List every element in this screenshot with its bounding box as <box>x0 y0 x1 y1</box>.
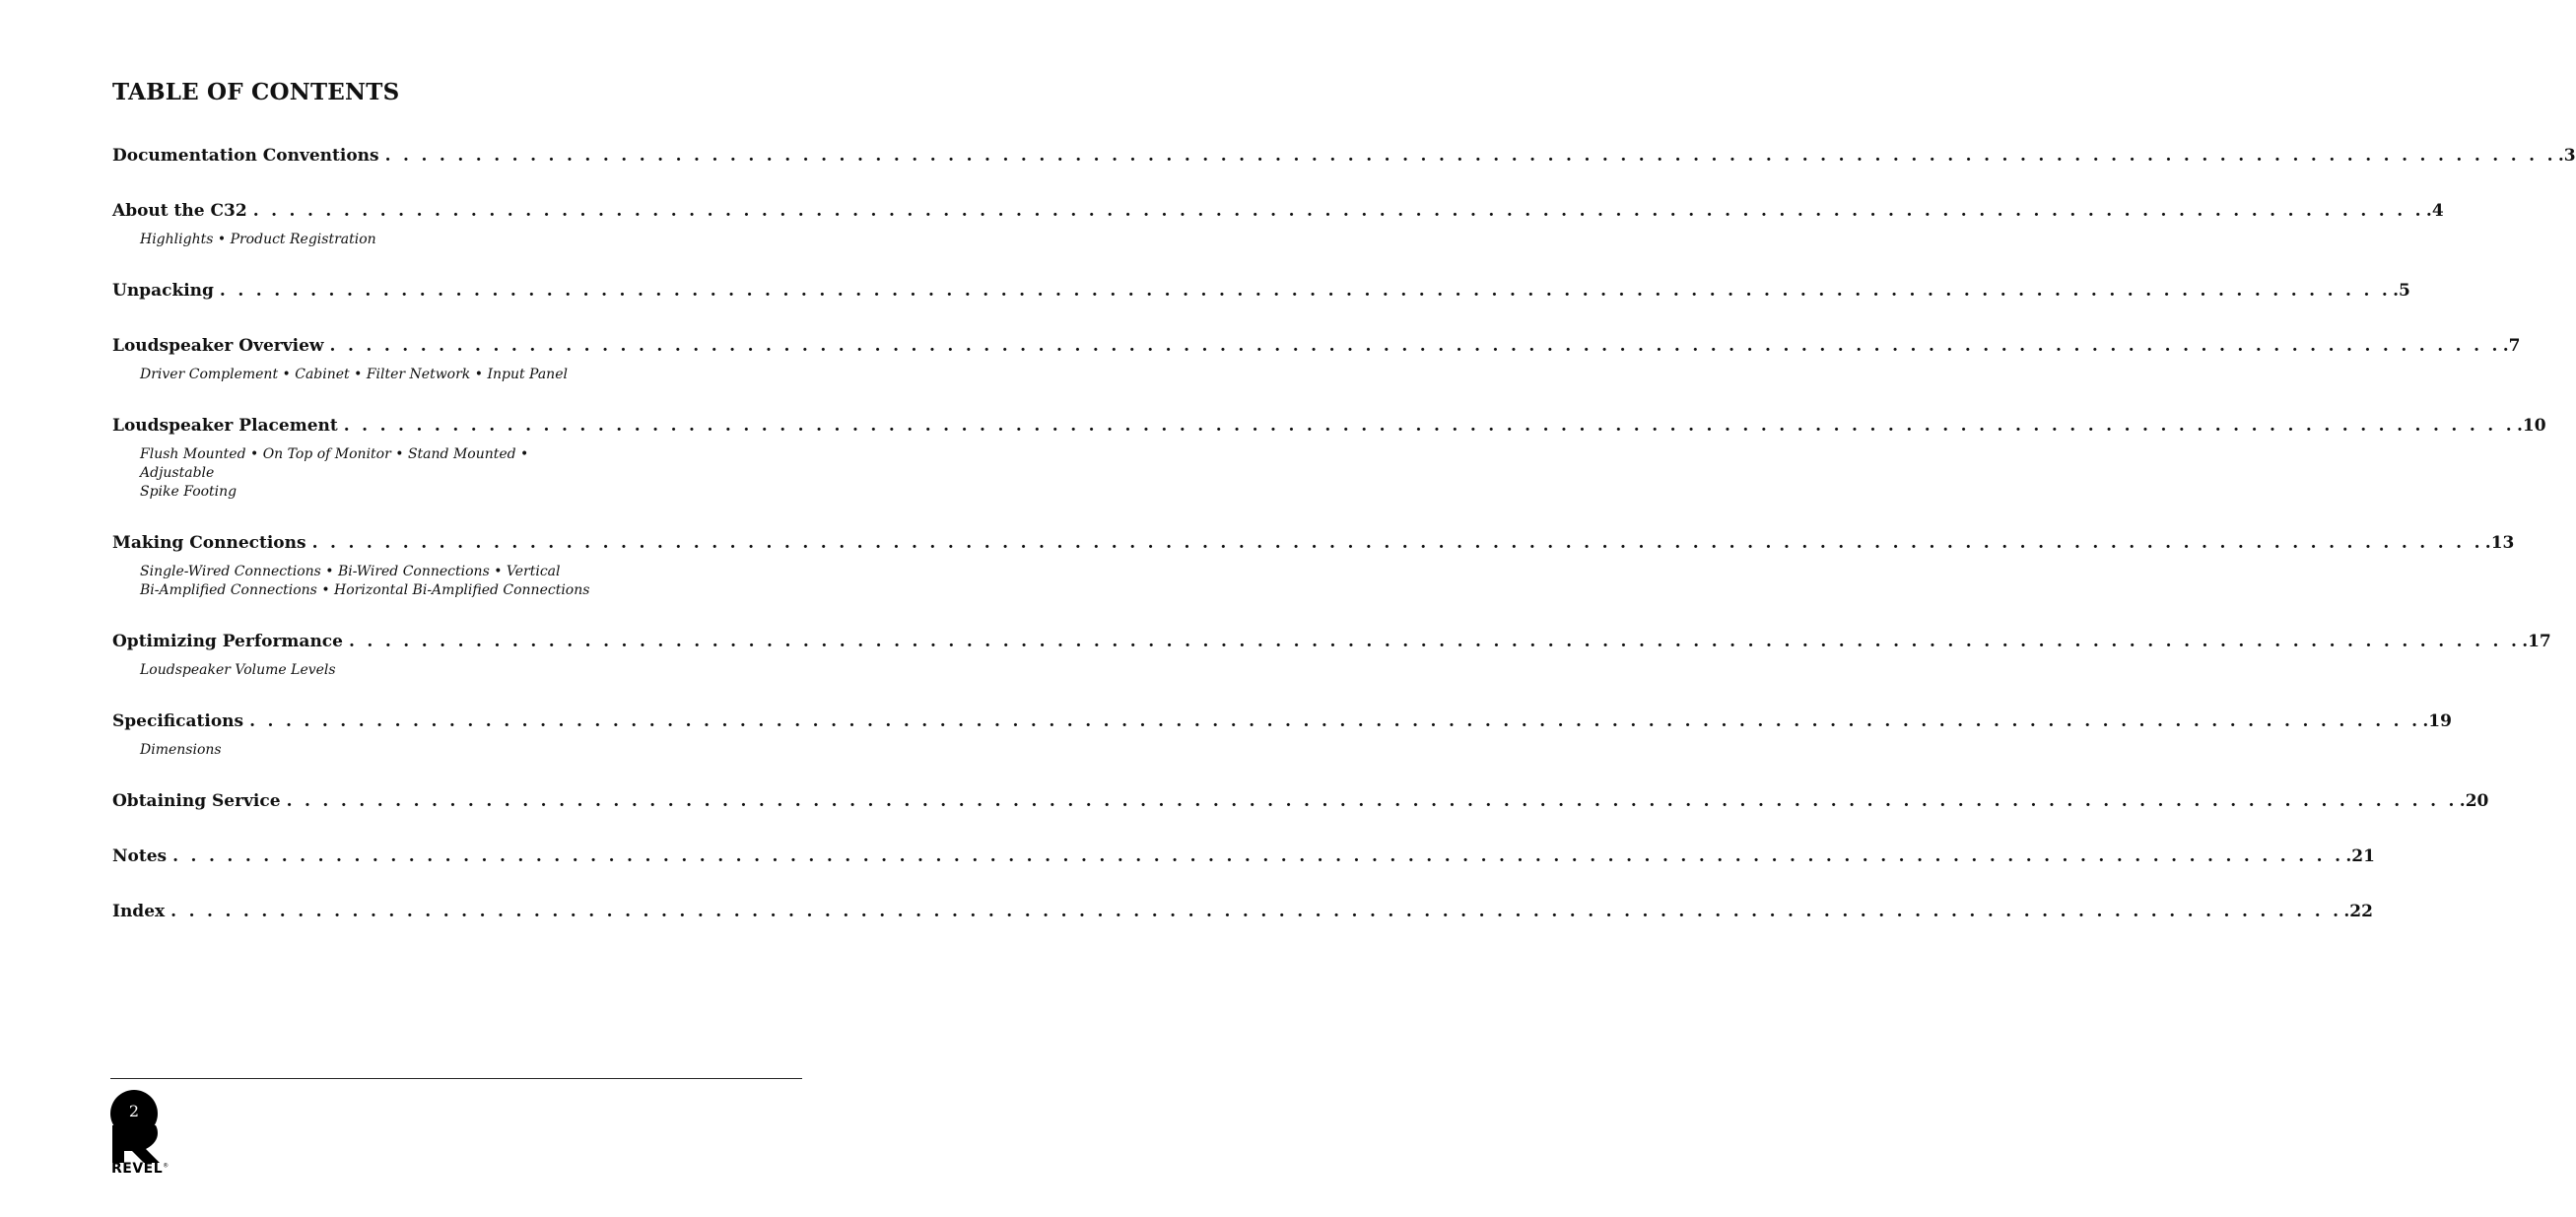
toc-entry-obtaining-service <box>112 787 2489 815</box>
toc-entry-title: Obtaining Service <box>112 791 281 811</box>
toc-page-number: .4 <box>2425 201 2444 221</box>
page-title: TABLE OF CONTENTS <box>112 79 400 105</box>
toc-entry-about-the-c32 <box>112 197 2444 249</box>
toc-entry-title: About the C32 <box>112 201 247 221</box>
toc-entry-title: Optimizing Performance <box>112 632 343 651</box>
toc-line[interactable] <box>112 787 2489 815</box>
toc-entry-specifications <box>112 708 2452 760</box>
toc-line[interactable] <box>112 529 2515 557</box>
toc-entry-making-connections <box>112 529 2515 600</box>
toc-entry-title: Documentation Conventions <box>112 146 379 166</box>
toc-page-number: .20 <box>2459 791 2489 811</box>
toc-entry-unpacking <box>112 277 2410 304</box>
toc-page-number: .22 <box>2343 902 2373 921</box>
registered-mark: ® <box>163 1162 169 1170</box>
toc-entry-title: Index <box>112 902 166 921</box>
dot-leader: . . . . . . . . . . . . . . . . . . . . . . . . . . . . . . . . . . . . . . . . . . . . . . . . . . . . . . . . . . . . . . . . . . . . . . . . . . . . . . . . . . . . . . . . . . . . . . . . . . . . . . . . . . . . . . . . . . . . . . . . <box>219 281 2392 301</box>
dot-leader: . . . . . . . . . . . . . . . . . . . . . . . . . . . . . . . . . . . . . . . . . . . . . . . . . . . . . . . . . . . . . . . . . . . . . . . . . . . . . . . . . . . . . . . . . . . . . . . . . . . . . . . . . . . . . . . . . . . . . . . . <box>384 146 2556 166</box>
toc-line[interactable] <box>112 628 2551 655</box>
table-of-contents <box>112 142 2576 953</box>
toc-line[interactable] <box>112 277 2410 304</box>
toc-entry-documentation-conventions <box>112 142 2576 169</box>
toc-line[interactable] <box>112 843 2375 870</box>
toc-entry-title: Unpacking <box>112 281 214 301</box>
page-number: 2 <box>110 1090 158 1137</box>
toc-page-number: .19 <box>2422 711 2452 731</box>
toc-entry-title: Specifications <box>112 711 244 731</box>
toc-entry-title: Notes <box>112 846 168 866</box>
dot-leader: . . . . . . . . . . . . . . . . . . . . . . . . . . . . . . . . . . . . . . . . . . . . . . . . . . . . . . . . . . . . . . . . . . . . . . . . . . . . . . . . . . . . . . . . . . . . . . . . . . . . . . . . . . . . . . . . . . . . . . . . <box>170 902 2342 921</box>
toc-subtopics: Single-Wired Connections • Bi-Wired Connections • Vertical Bi-Amplified Connections • Horizontal Bi-Amplified Connections <box>140 564 590 598</box>
toc-line[interactable] <box>112 412 2546 439</box>
toc-page-number: .17 <box>2522 632 2551 651</box>
toc-entry-loudspeaker-placement <box>112 412 2546 502</box>
dot-leader: . . . . . . . . . . . . . . . . . . . . . . . . . . . . . . . . . . . . . . . . . . . . . . . . . . . . . . . . . . . . . . . . . . . . . . . . . . . . . . . . . . . . . . . . . . . . . . . . . . . . . . . . . . . . . . . . . . . . . . . . <box>343 416 2515 436</box>
toc-entry-notes <box>112 843 2375 870</box>
toc-entry-index <box>112 898 2373 925</box>
toc-subtopics: Highlights • Product Registration <box>140 232 376 247</box>
toc-entry-title: Loudspeaker Placement <box>112 416 338 436</box>
toc-entry-title: Making Connections <box>112 533 306 553</box>
dot-leader: . . . . . . . . . . . . . . . . . . . . . . . . . . . . . . . . . . . . . . . . . . . . . . . . . . . . . . . . . . . . . . . . . . . . . . . . . . . . . . . . . . . . . . . . . . . . . . . . . . . . . . . . . . . . . . . . . . . . . . . . <box>348 632 2521 651</box>
toc-entry-optimizing-performance <box>112 628 2551 680</box>
revel-logo-wordmark <box>111 1161 169 1177</box>
toc-subtopics: Dimensions <box>140 742 222 758</box>
dot-leader: . . . . . . . . . . . . . . . . . . . . . . . . . . . . . . . . . . . . . . . . . . . . . . . . . . . . . . . . . . . . . . . . . . . . . . . . . . . . . . . . . . . . . . . . . . . . . . . . . . . . . . . . . . . . . . . . . . . . . . . . <box>249 711 2421 731</box>
dot-leader: . . . . . . . . . . . . . . . . . . . . . . . . . . . . . . . . . . . . . . . . . . . . . . . . . . . . . . . . . . . . . . . . . . . . . . . . . . . . . . . . . . . . . . . . . . . . . . . . . . . . . . . . . . . . . . . . . . . . . . . . <box>311 533 2483 553</box>
toc-page-number: .5 <box>2393 281 2410 301</box>
toc-line[interactable] <box>112 708 2452 735</box>
dot-leader: . . . . . . . . . . . . . . . . . . . . . . . . . . . . . . . . . . . . . . . . . . . . . . . . . . . . . . . . . . . . . . . . . . . . . . . . . . . . . . . . . . . . . . . . . . . . . . . . . . . . . . . . . . . . . . . . . . . . . . . . <box>252 201 2424 221</box>
revel-logo-icon <box>110 1125 162 1163</box>
toc-subtopics: Driver Complement • Cabinet • Filter Network • Input Panel <box>140 367 568 382</box>
toc-line[interactable] <box>112 898 2373 925</box>
footer-divider <box>110 1078 802 1079</box>
toc-line[interactable] <box>112 332 2521 360</box>
toc-entry-loudspeaker-overview <box>112 332 2521 384</box>
dot-leader: . . . . . . . . . . . . . . . . . . . . . . . . . . . . . . . . . . . . . . . . . . . . . . . . . . . . . . . . . . . . . . . . . . . . . . . . . . . . . . . . . . . . . . . . . . . . . . . . . . . . . . . . . . . . . . . . . . . . . . . . <box>172 846 2344 866</box>
toc-entry-title: Loudspeaker Overview <box>112 336 324 356</box>
toc-line[interactable] <box>112 197 2444 225</box>
toc-page-number: .7 <box>2502 336 2521 356</box>
brand-name: REVEL <box>111 1161 164 1177</box>
toc-line[interactable] <box>112 142 2576 169</box>
toc-subtopics: Loudspeaker Volume Levels <box>140 662 336 678</box>
toc-page-number: .10 <box>2516 416 2546 436</box>
toc-page-number: .3 <box>2557 146 2576 166</box>
toc-page-number: .21 <box>2345 846 2375 866</box>
toc-subtopics: Flush Mounted • On Top of Monitor • Stand Mounted • Adjustable Spike Footing <box>140 446 529 500</box>
dot-leader: . . . . . . . . . . . . . . . . . . . . . . . . . . . . . . . . . . . . . . . . . . . . . . . . . . . . . . . . . . . . . . . . . . . . . . . . . . . . . . . . . . . . . . . . . . . . . . . . . . . . . . . . . . . . . . . . . . . . . . . . <box>329 336 2501 356</box>
toc-page-number: .13 <box>2484 533 2515 553</box>
dot-leader: . . . . . . . . . . . . . . . . . . . . . . . . . . . . . . . . . . . . . . . . . . . . . . . . . . . . . . . . . . . . . . . . . . . . . . . . . . . . . . . . . . . . . . . . . . . . . . . . . . . . . . . . . . . . . . . . . . . . . . . . <box>286 791 2458 811</box>
